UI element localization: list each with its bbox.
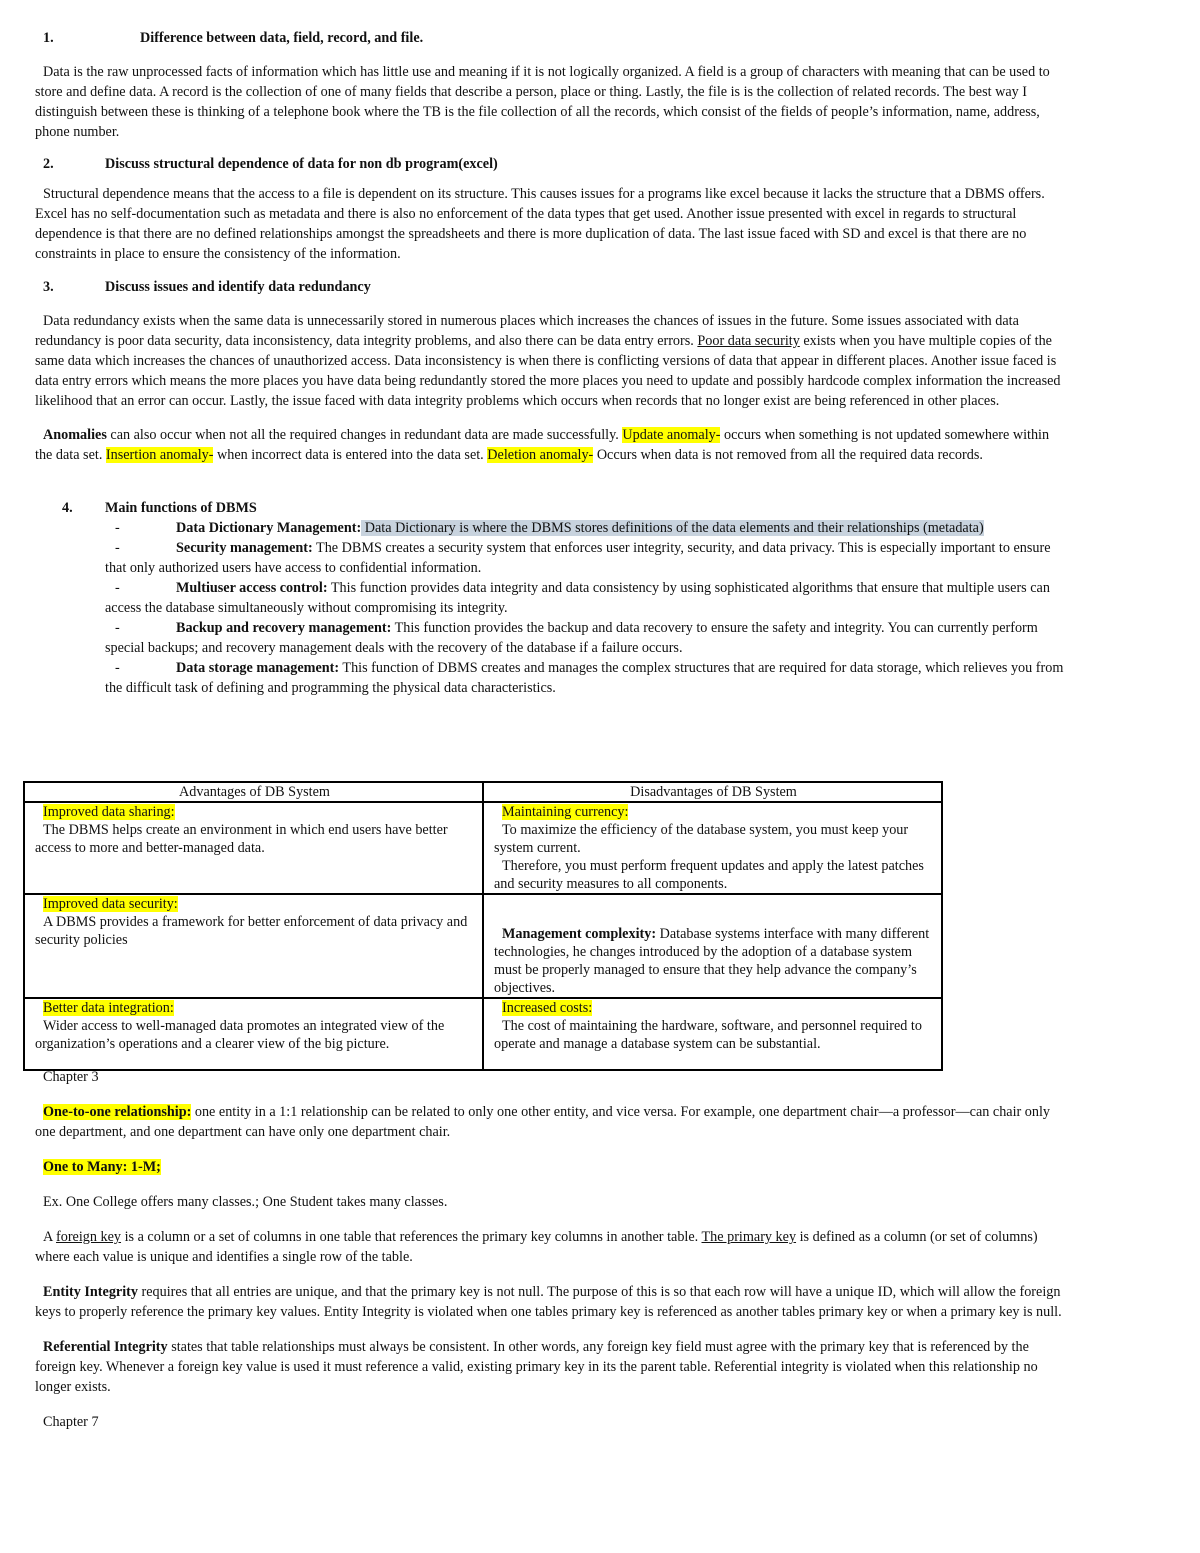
example-paragraph: Ex. One College offers many classes.; One Student takes many classes. [43, 1194, 448, 1210]
insertion-anomaly-label: Insertion anomaly- [105, 447, 214, 463]
list-item [105, 518, 1065, 538]
item-text: The DBMS creates a security system that enforces user integrity, security, and data privacy. This is especially important to ensure that only authorized users have access to confidential information. [105, 540, 1051, 576]
referential-integrity-text: states that table relationships must always be consistent. In other words, any foreign key field must agree with the primary key that is referenced by the foreign key. Whenever a foreign key value is used it must reference a valid, existing primary key in its the parent table. Referential integrity is violated when this relationship no longer exists. [35, 1339, 1038, 1395]
one-to-many-label: One to Many: 1-M; [43, 1159, 161, 1175]
section-1-heading [35, 28, 1065, 48]
section-number: 1. [43, 30, 54, 46]
item-label: Backup and recovery management: [176, 620, 392, 636]
table-row [24, 802, 942, 894]
advantage-text: Wider access to well-managed data promotes an integrated view of the organization’s operations and a clearer view of the big picture. [35, 1018, 445, 1052]
section-4-heading [35, 498, 1065, 518]
item-label: Multiuser access control: [176, 580, 328, 596]
deletion-anomaly-label: Deletion anomaly- [487, 447, 594, 463]
db-advantages-table [23, 781, 943, 1071]
disadvantage-cell [483, 802, 942, 894]
table-row [24, 894, 942, 998]
item-text: This function provides data integrity and data consistency by using sophisticated algorithms that ensure that multiple users can access the database simultaneously without compromising its integrity. [105, 580, 1050, 616]
list-dash: - [115, 620, 120, 636]
one-to-many-paragraph [35, 1157, 1065, 1177]
update-anomaly-label: Update anomaly- [622, 427, 721, 443]
dbms-functions-list [105, 518, 1065, 698]
disadvantage-label: Maintaining currency: [502, 804, 629, 820]
update-anomaly-text: occurs when something is not updated somewhere within the data set. [35, 427, 1050, 463]
item-label: Data storage management: [176, 660, 340, 676]
list-dash: - [115, 540, 120, 556]
insertion-anomaly-text: when incorrect data is entered into the data set. [213, 447, 488, 463]
section-1-body: Data is the raw unprocessed facts of information which has little use and meaning if it is not logically organized. A field is a group of characters with meaning that can be used to store and define data. A record is the collection of one of many fields that describe a person, place or thing. Lastly, the file is is the collection of related records. The best way I distinguish between these is thinking of a telephone book where the TB is the file collection of all the records, which consist of the fields of people’s information, name, address, phone number. [35, 64, 1050, 140]
section-number: 2. [43, 156, 54, 172]
list-item [105, 618, 1065, 658]
anomalies-text: can also occur when not all the required changes in redundant data are made successfully. [106, 427, 623, 443]
disadvantage-text: Database systems interface with many different technologies, he changes introduced by the adoption of a database system must be properly managed to ensure that they help advance the company’s objectives. [494, 926, 930, 996]
advantage-cell [24, 802, 483, 894]
poor-data-security-term: Poor data security [697, 333, 800, 349]
section-2-body: Structural dependence means that the access to a file is dependent on its structure. This causes issues for a programs like excel because it lacks the structure that a DBMS offers. Excel has no self-documentation such as metadata and there is also no enforcement of the data types that get used. Another issue presented with excel in regards to structural dependence is that there are no defined relationships amongst the spreadsheets and there is more duplication of data. The last issue faced with SD and excel is that there are no constraints in place to ensure the consistency of the information. [35, 186, 1045, 262]
disadvantage-label: Increased costs: [502, 1000, 593, 1016]
disadvantage-text: To maximize the efficiency of the database system, you must keep your system current. [494, 822, 909, 856]
disadvantage-label: Management complexity: [502, 926, 657, 942]
section-3-heading [35, 277, 1065, 297]
referential-integrity-paragraph [35, 1337, 1065, 1397]
item-label: Security management: [176, 540, 313, 556]
advantage-cell [24, 998, 483, 1070]
item-label: Data Dictionary Management: [176, 520, 362, 536]
list-item [105, 658, 1065, 698]
list-item [105, 578, 1065, 618]
advantage-label: Better data integration: [43, 1000, 174, 1016]
disadvantage-text: The cost of maintaining the hardware, software, and personnel required to operate and manage a database system can be substantial. [494, 1018, 922, 1052]
advantage-text: A DBMS provides a framework for better enforcement of data privacy and security policies [35, 914, 468, 948]
table-row [24, 998, 942, 1070]
list-dash: - [115, 520, 120, 536]
section-title: Difference between data, field, record, and file. [140, 30, 424, 46]
disadvantage-cell [483, 894, 942, 998]
section-title: Discuss issues and identify data redundancy [105, 279, 371, 295]
entity-integrity-paragraph [35, 1282, 1065, 1322]
list-item [105, 538, 1065, 578]
advantages-header: Advantages of DB System [24, 782, 483, 802]
entity-integrity-label: Entity Integrity [43, 1284, 138, 1300]
chapter-7-heading: Chapter 7 [43, 1414, 99, 1430]
chapter-section [35, 1067, 1065, 1432]
anomalies-label: Anomalies [43, 427, 107, 443]
list-dash: - [115, 660, 120, 676]
advantage-label: Improved data security: [43, 896, 178, 912]
body-text: exists when you have multiple copies of the same data which increases the chances of unauthorized access. Data inconsistency is when there is conflicting versions of data that appear in different places. Another issue faced is data entry errors which means the more places you have data being redundantly stored the more places you need to update and possibly hardcode complex information the increased likelihood that an error can occur. Lastly, the issue faced with data integrity problems which occurs when records that no longer exist are being referenced in other places. [35, 333, 1061, 409]
body-text: A [43, 1229, 57, 1245]
item-text: Data Dictionary is where the DBMS stores definitions of the data elements and their relationships (metadata) [361, 520, 984, 536]
primary-key-term: The primary key [701, 1229, 797, 1245]
document-page [35, 28, 1065, 698]
list-dash: - [115, 580, 120, 596]
advantage-cell [24, 894, 483, 998]
section-number: 4. [62, 500, 73, 516]
disadvantages-header: Disadvantages of DB System [483, 782, 942, 802]
one-to-one-text: one entity in a 1:1 relationship can be related to only one other entity, and vice versa. For example, one department chair—a professor—can chair only one department, and one department can have only one department chair. [35, 1104, 1051, 1140]
table-header-row [24, 782, 942, 802]
section-title: Main functions of DBMS [105, 500, 257, 516]
advantage-label: Improved data sharing: [43, 804, 175, 820]
body-text: is a column or a set of columns in one table that references the primary key columns in another table. [121, 1229, 702, 1245]
body-text: is defined as a column (or set of columns) where each value is unique and identifies a single row of the table. [35, 1229, 1038, 1265]
one-to-one-label: One-to-one relationship: [43, 1104, 192, 1120]
foreign-key-term: foreign key [56, 1229, 122, 1245]
body-text: Data redundancy exists when the same data is unnecessarily stored in numerous places which increases the chances of issues in the future. Some issues associated with data redundancy is poor data security, data inconsistency, data integrity problems, and also there can be data entry errors. [35, 313, 1019, 349]
section-title: Discuss structural dependence of data for non db program(excel) [105, 156, 498, 172]
advantage-text: The DBMS helps create an environment in which end users have better access to more and better-managed data. [35, 822, 448, 856]
deletion-anomaly-text: Occurs when data is not removed from all the required data records. [593, 447, 983, 463]
item-text: This function provides the backup and data recovery to ensure the safety and integrity. You can currently perform special backups; and recovery management deals with the recovery of the database if a failure occurs. [105, 620, 1038, 656]
anomalies-paragraph [35, 425, 1065, 465]
disadvantage-text: Therefore, you must perform frequent updates and apply the latest patches and security measures to all components. [494, 858, 924, 892]
chapter-3-heading: Chapter 3 [43, 1069, 99, 1085]
keys-paragraph [35, 1227, 1065, 1267]
section-2-heading [35, 154, 1065, 174]
one-to-one-paragraph [35, 1102, 1065, 1142]
section-number: 3. [43, 279, 54, 295]
section-3-body [35, 311, 1065, 411]
referential-integrity-label: Referential Integrity [43, 1339, 168, 1355]
item-text: This function of DBMS creates and manages the complex structures that are required for data storage, which relieves you from the difficult task of defining and programming the physical data characteristics. [105, 660, 1064, 696]
entity-integrity-text: requires that all entries are unique, and that the primary key is not null. The purpose of this is so that each row will have a unique ID, which will allow the foreign keys to properly reference the primary key values. Entity Integrity is violated when one tables primary key is referenced as another tables primary key or when a primary key is null. [35, 1284, 1062, 1320]
disadvantage-cell [483, 998, 942, 1070]
